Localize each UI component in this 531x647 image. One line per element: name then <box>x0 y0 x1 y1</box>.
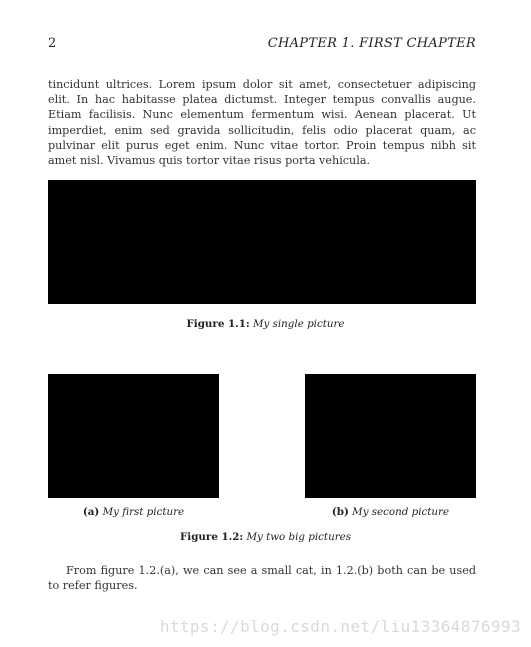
subfigure-a-label: (a) <box>82 506 100 518</box>
figure-1-1-caption <box>0 318 531 330</box>
subfigure-a-caption-text: My first picture <box>102 506 185 518</box>
figure-1-2-caption <box>0 531 531 543</box>
subfigure-a-caption <box>48 506 219 518</box>
subfigure-b-caption-text: My second picture <box>352 506 450 518</box>
figure-1-1-image <box>48 180 476 304</box>
body-paragraph-1: tincidunt ultrices. Lorem ipsum dolor sit amet, consectetuer adipiscing elit. In hac habitasse platea dictumst. Integer tempus convallis augue. Etiam facilisis. Nunc elementum fermentum wisi. Aenean placerat. Ut imperdiet, enim sed gravida sollicitudin, felis odio placerat quam, ac pulvinar elit purus eget enim. Nunc vitae tortor. Proin tempus nibh sit amet nisl. Vivamus quis tortor vitae risus porta vehicula. <box>48 78 476 168</box>
chapter-running-head: CHAPTER 1. FIRST CHAPTER <box>267 36 476 51</box>
body-paragraph-2: From figure 1.2.(a), we can see a small cat, in 1.2.(b) both can be used to refer figures. <box>48 564 476 593</box>
figure-1-2-label: Figure 1.2: <box>180 531 244 543</box>
watermark-url: https://blog.csdn.net/liu13364876993 <box>159 617 521 636</box>
figure-1-1-label: Figure 1.1: <box>186 318 250 330</box>
page-number: 2 <box>48 36 57 51</box>
figure-1-2-caption-text: My two big pictures <box>246 531 351 543</box>
subfigure-b-caption <box>305 506 476 518</box>
subfigure-b-label: (b) <box>331 506 349 518</box>
figure-1-2b-image <box>305 374 476 498</box>
figure-1-2a-image <box>48 374 219 498</box>
figure-1-1-caption-text: My single picture <box>252 318 345 330</box>
